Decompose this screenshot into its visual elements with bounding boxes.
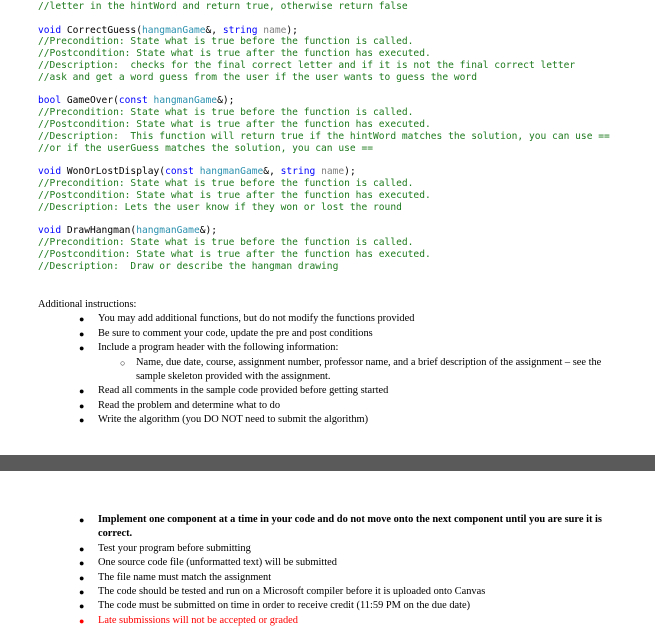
code-line: //Precondition: State what is true before the function is called.	[38, 36, 414, 48]
code-line: //ask and get a word guess from the user if the user wants to guess the word	[38, 71, 477, 83]
circle-bullet-icon: ○	[120, 357, 126, 368]
instructions-heading: Additional instructions:	[38, 299, 137, 310]
document-page-2	[0, 471, 655, 630]
sub-list-item: ○ Name, due date, course, assignment number, professor name, and a brief description of the assignment – see the sample skeleton provided with the assignment.	[120, 356, 602, 383]
code-line: bool GameOver(const hangmanGame&);	[38, 95, 235, 107]
list-item: ● The file name must match the assignment	[38, 571, 638, 585]
code-block	[38, 1, 610, 272]
list-item: ● Read the problem and determine what to do	[38, 399, 638, 413]
list-item: ● Include a program header with the following information:	[38, 341, 638, 355]
code-line: //Precondition: State what is true before the function is called.	[38, 107, 414, 119]
code-blank-line	[38, 213, 610, 225]
bullet-icon: ●	[79, 572, 85, 583]
bullet-icon: ●	[79, 601, 85, 612]
bullet-icon: ●	[79, 415, 85, 426]
list-item: ● Implement one component at a time in your code and do not move onto the next component until you are sure it is correct.	[79, 514, 602, 540]
code-line: //Description: Lets the user know if they won or lost the round	[38, 201, 402, 213]
bullet-icon: ●	[79, 314, 85, 325]
code-line: //Description: Draw or describe the hangman drawing	[38, 260, 339, 272]
code-line: //Postcondition: State what is true after the function has executed.	[38, 189, 431, 201]
list-item: ● The code must be submitted on time in order to receive credit (11:59 PM on the due date)	[38, 599, 638, 613]
code-line: //Precondition: State what is true before the function is called.	[38, 236, 414, 248]
code-line: void DrawHangman(hangmanGame&);	[38, 225, 218, 237]
list-item: ● Write the algorithm (you DO NOT need to submit the algorithm)	[38, 413, 638, 427]
list-item: ● Test your program before submitting	[38, 542, 638, 556]
list-item-warning: ● Late submissions will not be accepted or graded	[38, 614, 638, 628]
bullet-icon: ●	[79, 400, 85, 411]
code-line: //Description: This function will return true if the hintWord matches the solution, you can use ==	[38, 130, 610, 142]
code-line: //Precondition: State what is true before the function is called.	[38, 177, 414, 189]
bullet-icon: ●	[79, 558, 85, 569]
code-line: //Postcondition: State what is true after the function has executed.	[38, 118, 431, 130]
code-line: //letter in the hintWord and return true, otherwise return false	[38, 1, 408, 12]
code-blank-line	[38, 84, 610, 96]
list-item: ● Be sure to comment your code, update the pre and post conditions	[38, 327, 638, 341]
list-item: ● You may add additional functions, but do not modify the functions provided	[38, 312, 638, 326]
bullet-icon: ●	[79, 515, 85, 525]
code-blank-line	[38, 154, 610, 166]
additional-instructions	[38, 298, 638, 428]
list-item: ● Read all comments in the sample code provided before getting started	[38, 384, 638, 398]
code-blank-line	[38, 13, 610, 25]
code-line: void WonOrLostDisplay(const hangmanGame&, string name);	[38, 166, 356, 178]
code-line: //Postcondition: State what is true after the function has executed.	[38, 248, 431, 260]
instructions-list	[38, 312, 638, 427]
bullet-icon: ●	[79, 615, 85, 626]
bullet-icon: ●	[79, 587, 85, 598]
code-line: //Postcondition: State what is true after the function has executed.	[38, 48, 431, 60]
bullet-icon: ●	[79, 543, 85, 554]
submission-requirements	[38, 513, 638, 628]
list-item: ● One source code file (unformatted text) will be submitted	[38, 556, 638, 570]
list-item: ● The code should be tested and run on a Microsoft compiler before it is uploaded onto Canvas	[38, 585, 638, 599]
code-line: void CorrectGuess(hangmanGame&, string name);	[38, 24, 298, 36]
code-line: //Description: checks for the final correct letter and if it is not the final correct letter	[38, 59, 576, 71]
bullet-icon: ●	[79, 343, 85, 354]
bullet-icon: ●	[79, 328, 85, 339]
bullet-icon: ●	[79, 386, 85, 397]
code-line: //or if the userGuess matches the solution, you can use ==	[38, 142, 374, 154]
